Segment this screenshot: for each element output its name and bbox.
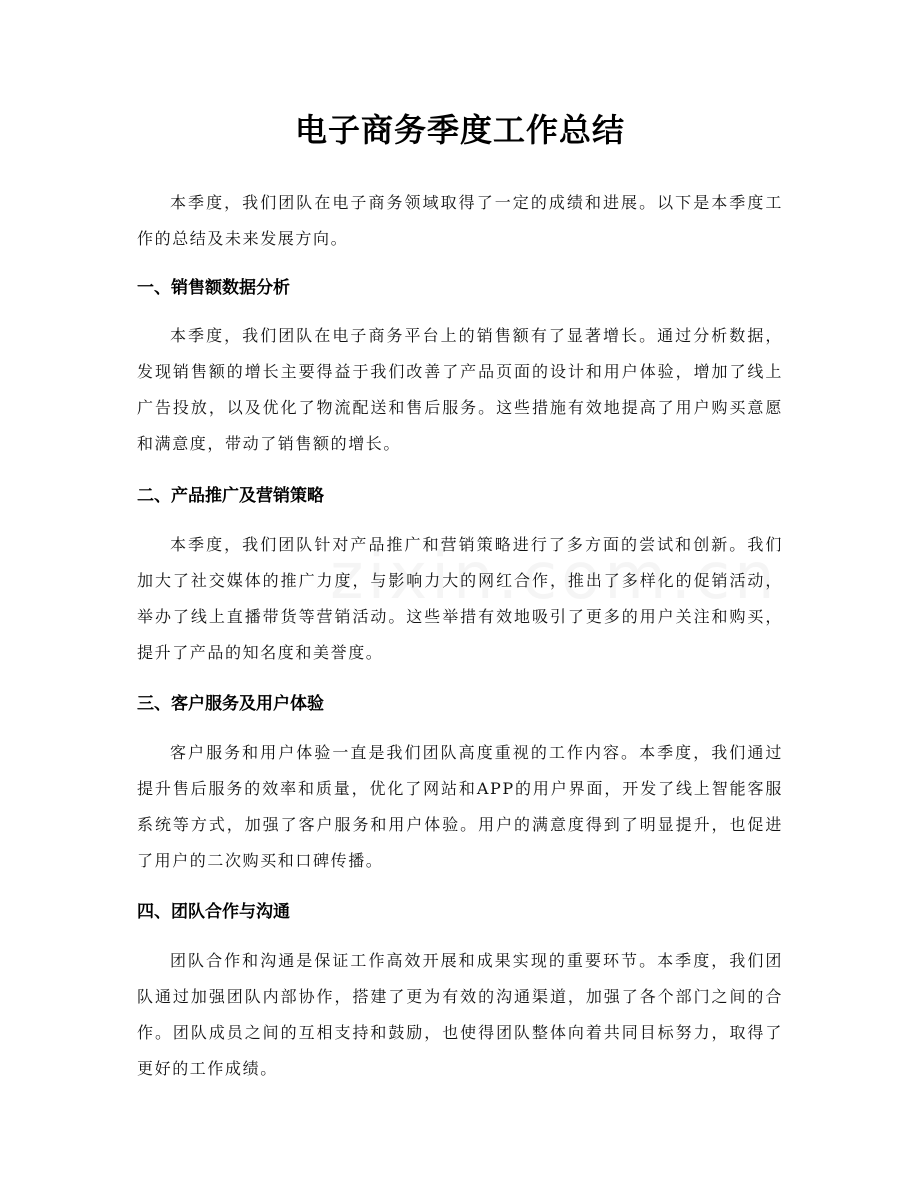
section-heading-teamwork: 四、团队合作与沟通 bbox=[137, 902, 290, 922]
document-title: 电子商务季度工作总结 bbox=[294, 111, 625, 149]
section-body-promotion: 本季度，我们团队针对产品推广和营销策略进行了多方面的尝试和创新。我们加大了社交媒体的推广力度，与影响力大的网红合作，推出了多样化的促销活动，举办了线上直播带货等营销活动。这些举措有效地吸引了更多的用户关注和购买，提升了产品的知名度和美誉度。 bbox=[137, 535, 783, 662]
section-body-teamwork: 团队合作和沟通是保证工作高效开展和成果实现的重要环节。本季度，我们团队通过加强团队内部协作，搭建了更为有效的沟通渠道，加强了各个部门之间的合作。团队成员之间的互相支持和鼓励，也使得团队整体向着共同目标努力，取得了更好的工作成绩。 bbox=[137, 951, 783, 1078]
intro-paragraph: 本季度，我们团队在电子商务领域取得了一定的成绩和进展。以下是本季度工作的总结及未来发展方向。 bbox=[137, 193, 783, 248]
section-heading-promotion: 二、产品推广及营销策略 bbox=[137, 486, 324, 506]
section-body-customer-service: 客户服务和用户体验一直是我们团队高度重视的工作内容。本季度，我们通过提升售后服务的效率和质量，优化了网站和APP的用户界面，开发了线上智能客服系统等方式，加强了客户服务和用户体验。用户的满意度得到了明显提升，也促进了用户的二次购买和口碑传播。 bbox=[137, 743, 783, 870]
section-heading-sales: 一、销售额数据分析 bbox=[137, 278, 290, 298]
section-heading-customer-service: 三、客户服务及用户体验 bbox=[137, 694, 324, 714]
section-body-sales: 本季度，我们团队在电子商务平台上的销售额有了显著增长。通过分析数据，发现销售额的增长主要得益于我们改善了产品页面的设计和用户体验，增加了线上广告投放，以及优化了物流配送和售后服务。这些措施有效地提高了用户购买意愿和满意度，带动了销售额的增长。 bbox=[137, 326, 783, 453]
